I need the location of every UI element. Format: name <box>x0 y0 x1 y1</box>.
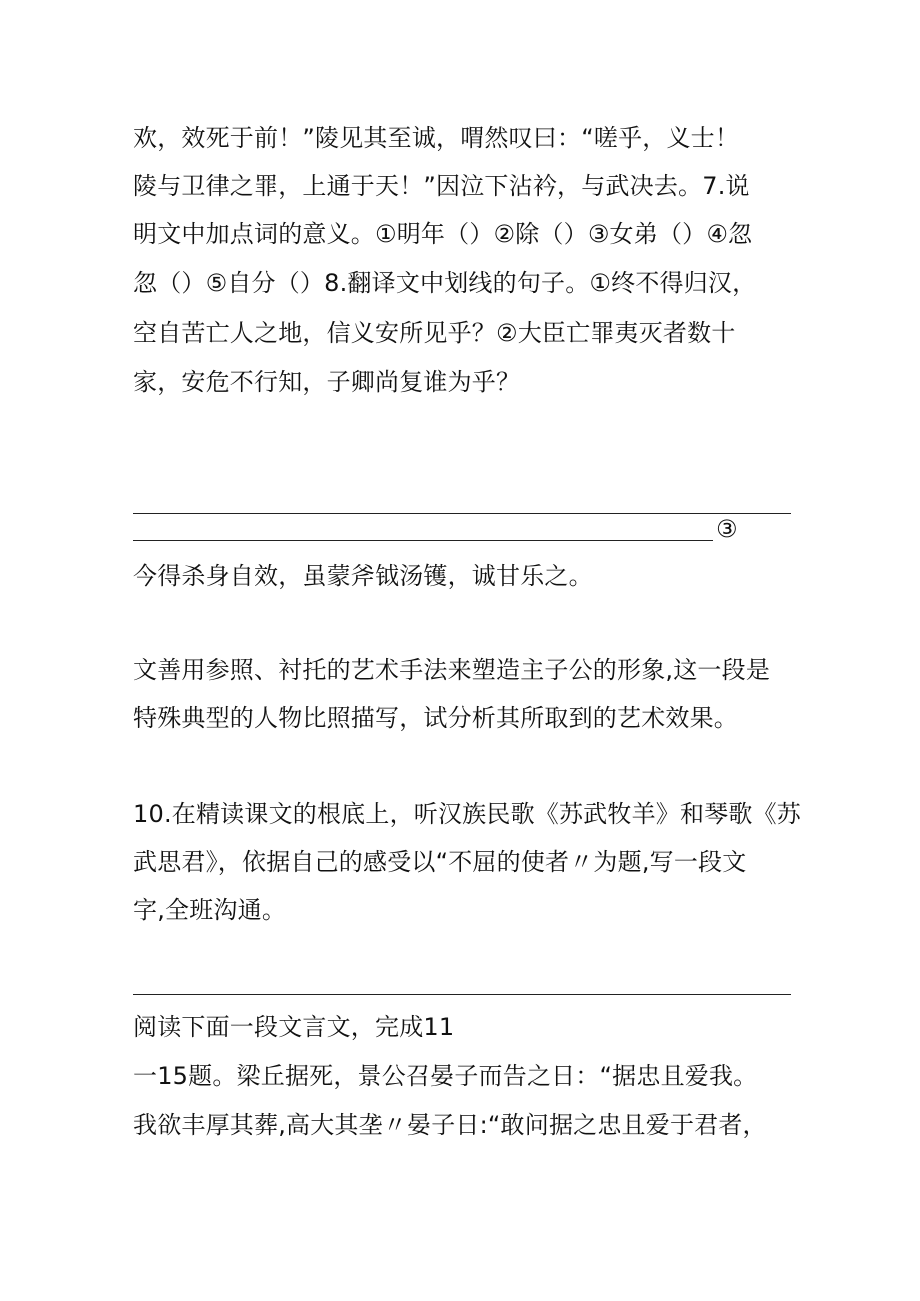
answer-marker: ③ <box>716 515 738 543</box>
text-line: 空自苦亡人之地，信义安所见乎？②大臣亡罪夷灭者数十 <box>133 319 736 347</box>
text-line: 明文中加点词的意义。①明年（）②除（）③女弟（）④忽 <box>133 220 753 248</box>
text-line: 一15题。梁丘据死，景公召晏子而告之日：“据忠且爱我。 <box>133 1062 758 1090</box>
answer-line <box>133 540 713 541</box>
text-line: 字,全班沟通。 <box>133 896 287 924</box>
text-line: 阅读下面一段文言文，完成11 <box>133 1013 455 1041</box>
text-line: 欢，效死于前！”陵见其至诚，喟然叹曰：“嗟乎，义士！ <box>133 124 740 152</box>
text-line: 我欲丰厚其葬,高大其垄〃晏子日:“敢问据之忠且爱于君者， <box>133 1111 767 1139</box>
text-line: 文善用参照、衬托的艺术手法来塑造主子公的形象,这一段是 <box>133 656 771 684</box>
text-line: 陵与卫律之罪，上通于天！”因泣下沾衿，与武决去。7.说 <box>133 172 750 200</box>
text-line: 家，安危不行知，子卿尚复谁为乎？ <box>133 368 521 396</box>
text-line: 今得杀身自效，虽蒙斧钺汤镬，诚甘乐之。 <box>133 562 593 590</box>
text-line: 忽（）⑤自分（）8.翻译文中划线的句子。①终不得归汉， <box>133 269 757 297</box>
text-line: 特殊典型的人物比照描写，试分析其所取到的艺术效果。 <box>133 704 738 732</box>
question-10-line: 10.在精读课文的根底上，听汉族民歌《苏武牧羊》和琴歌《苏 <box>133 800 801 828</box>
answer-line <box>133 513 791 514</box>
text-line: 武思君》，依据自己的感受以“不屈的使者〃为题,写一段文 <box>133 848 747 876</box>
section-divider <box>133 994 791 995</box>
